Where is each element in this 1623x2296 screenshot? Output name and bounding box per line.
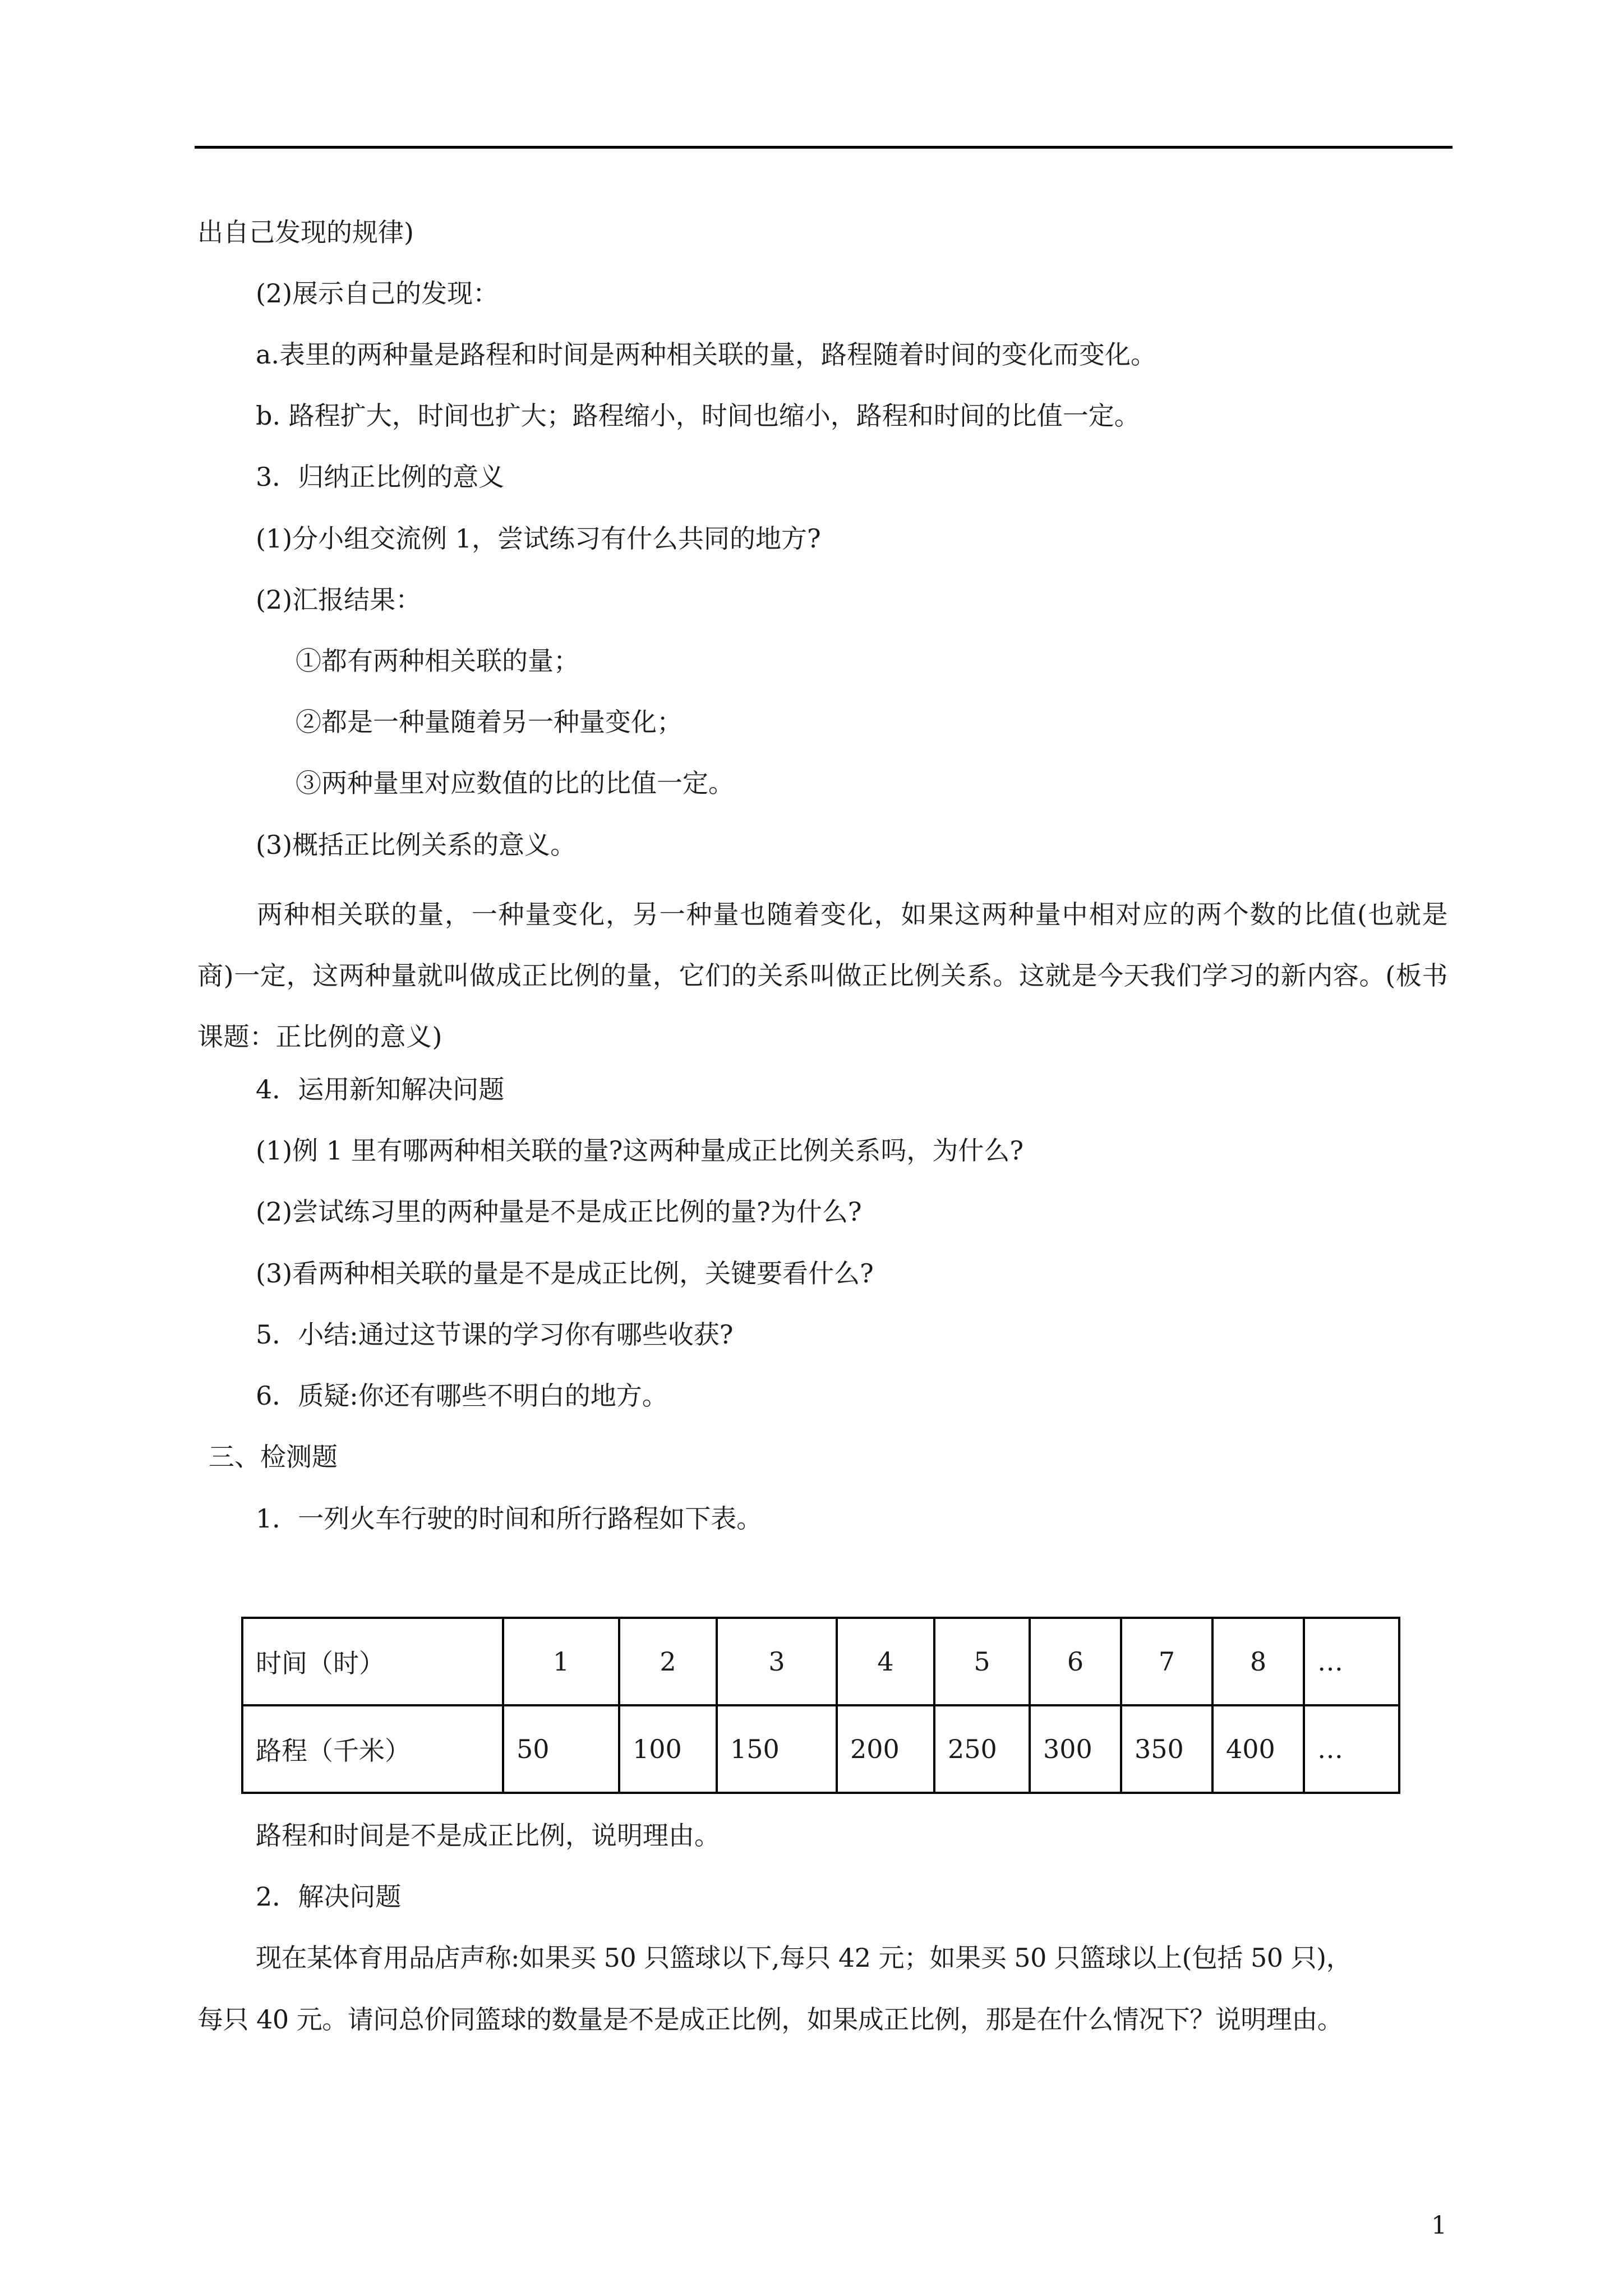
text-line: (2)展示自己的发现： [256,278,499,309]
table-cell: 100 [619,1705,717,1793]
list-item: ③两种量里对应数值的比的比值一定。 [296,768,734,798]
text-line: a.表里的两种量是路程和时间是两种相关联的量，路程随着时间的变化而变化。 [256,339,1157,370]
text-line: 5．小结:通过这节课的学习你有哪些收获? [256,1319,734,1350]
table-cell: 8 [1212,1618,1304,1705]
text-line: (1)例 1 里有哪两种相关联的量?这两种量成正比例关系吗，为什么? [256,1135,1023,1166]
list-item: ②都是一种量随着另一种量变化； [296,707,683,737]
text-line: 路程和时间是不是成正比例，说明理由。 [256,1820,720,1851]
table-cell: 4 [837,1618,934,1705]
table-cell: 250 [934,1705,1030,1793]
text-line: 6．质疑:你还有哪些不明白的地方。 [256,1381,668,1411]
table-cell: 7 [1121,1618,1212,1705]
table-cell: 5 [934,1618,1030,1705]
table-cell: 50 [503,1705,619,1793]
section-heading: 3．归纳正比例的意义 [256,462,505,492]
text-line: (3)概括正比例关系的意义。 [256,830,577,860]
table-header-cell: 路程（千米） [242,1705,503,1793]
table-cell: 300 [1030,1705,1121,1793]
definition-paragraph: 两种相关联的量，一种量变化，另一种量也随着变化，如果这两种量中相对应的两个数的比值(也就是商)一定，这两种量就叫做成正比例的量，它们的关系叫做正比例关系。这就是今天我们学习的新内容。(板书课题：正比例的意义) [197,899,1448,1052]
table-cell: 150 [717,1705,837,1793]
table-cell: 6 [1030,1618,1121,1705]
table-cell: … [1304,1618,1399,1705]
table-cell: 200 [837,1705,934,1793]
list-item: ①都有两种相关联的量； [296,646,579,676]
table-cell: 3 [717,1618,837,1705]
table-cell: 2 [619,1618,717,1705]
text-line: 现在某体育用品店声称:如果买 50 只篮球以下,每只 42 元；如果买 50 只篮球以上(包括 50 只)， [256,1943,1352,1973]
text-line: 1．一列火车行驶的时间和所行路程如下表。 [256,1503,763,1534]
text-line: (1)分小组交流例 1，尝试练习有什么共同的地方? [256,523,821,554]
table-cell: 400 [1212,1705,1304,1793]
text-line: 每只 40 元。请问总价同篮球的数量是不是成正比例，如果成正比例，那是在什么情况下？说明理由。 [197,2004,1343,2035]
text-line: (3)看两种相关联的量是不是成正比例，关键要看什么? [256,1258,874,1289]
table-row [242,1705,1399,1793]
header-rule [195,146,1453,149]
time-distance-table [241,1617,1400,1794]
table-cell: … [1304,1705,1399,1793]
section-heading: 三、检测题 [209,1442,338,1472]
text-line: (2)尝试练习里的两种量是不是成正比例的量?为什么? [256,1197,862,1227]
table-cell: 1 [503,1618,619,1705]
table-row [242,1618,1399,1705]
page-number: 1 [1431,2211,1447,2240]
section-heading: 2．解决问题 [256,1881,402,1912]
table-cell: 350 [1121,1705,1212,1793]
text-line: b. 路程扩大，时间也扩大；路程缩小，时间也缩小，路程和时间的比值一定。 [256,401,1140,431]
section-heading: 4．运用新知解决问题 [256,1074,505,1105]
text-line: 出自己发现的规律) [197,217,414,247]
text-line: (2)汇报结果： [256,585,422,615]
table-header-cell: 时间（时） [242,1618,503,1705]
